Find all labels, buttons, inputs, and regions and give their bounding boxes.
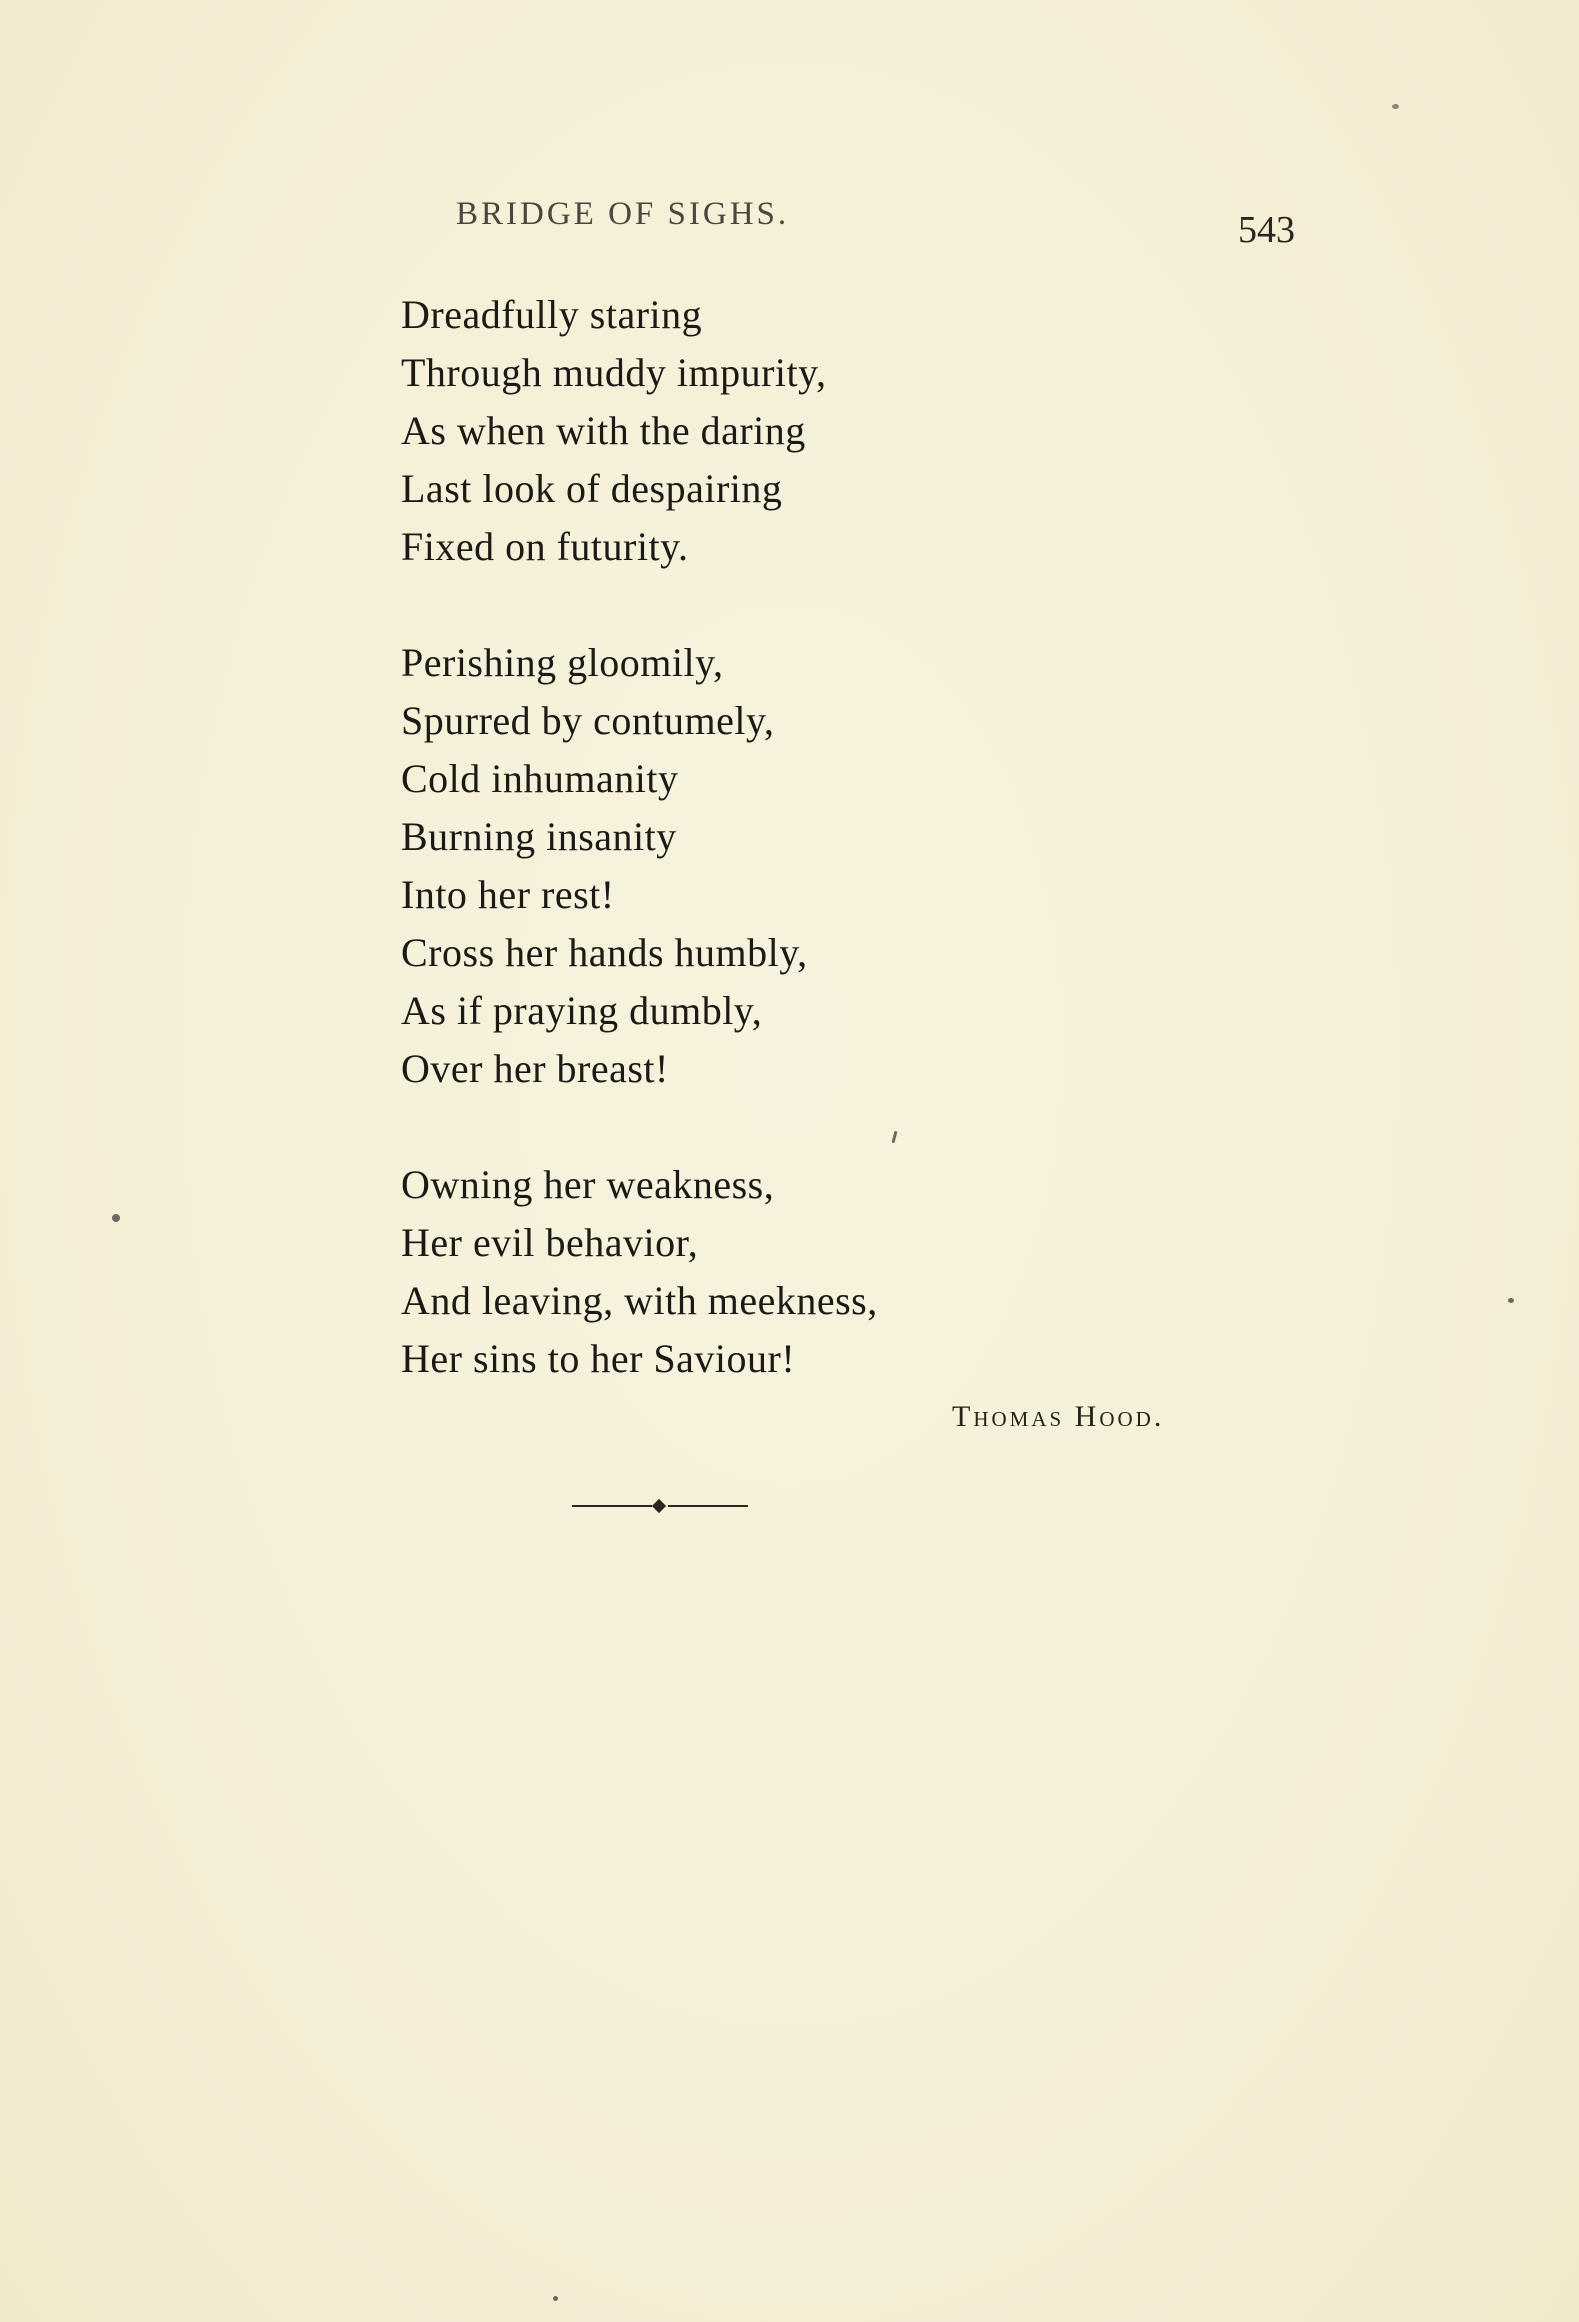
poem-line: Into her rest! — [401, 872, 615, 917]
paper-speck — [553, 2296, 558, 2301]
poem-line: Cross her hands humbly, — [401, 930, 808, 975]
poem-line: Her sins to her Saviour! — [401, 1336, 796, 1381]
ornament-diamond — [652, 1499, 666, 1513]
poem-line: Perishing gloomily, — [401, 640, 724, 685]
poem-body — [401, 286, 1301, 1446]
poem-line: Burning insanity — [401, 814, 677, 859]
poem-line: Her evil behavior, — [401, 1220, 699, 1265]
poem-line: Over her breast! — [401, 1046, 669, 1091]
running-head: BRIDGE OF SIGHS. — [456, 196, 790, 232]
author-attribution: Thomas Hood. — [952, 1400, 1165, 1433]
poem-line: Through muddy impurity, — [401, 350, 827, 395]
ornament-rule-right — [668, 1505, 748, 1507]
paper-speck — [1392, 104, 1399, 109]
poem-line: Dreadfully staring — [401, 292, 703, 337]
stanza-3 — [401, 1156, 1301, 1388]
poem-line: Spurred by contumely, — [401, 698, 775, 743]
paper-speck — [112, 1214, 120, 1222]
poem-line: As when with the daring — [401, 408, 806, 453]
poem-line: And leaving, with meekness, — [401, 1278, 878, 1323]
poem-line: Cold inhumanity — [401, 756, 679, 801]
poem-line: Owning her weakness, — [401, 1162, 775, 1207]
paper-speck — [1508, 1298, 1514, 1303]
stanza-2 — [401, 634, 1301, 1098]
poem-line: Fixed on futurity. — [401, 524, 689, 569]
stanza-1 — [401, 286, 1301, 576]
poem-line: As if praying dumbly, — [401, 988, 763, 1033]
ornament-rule-left — [572, 1505, 652, 1507]
poem-line: Last look of despairing — [401, 466, 783, 511]
page-number: 543 — [1238, 209, 1295, 251]
section-end-ornament — [572, 1498, 748, 1514]
